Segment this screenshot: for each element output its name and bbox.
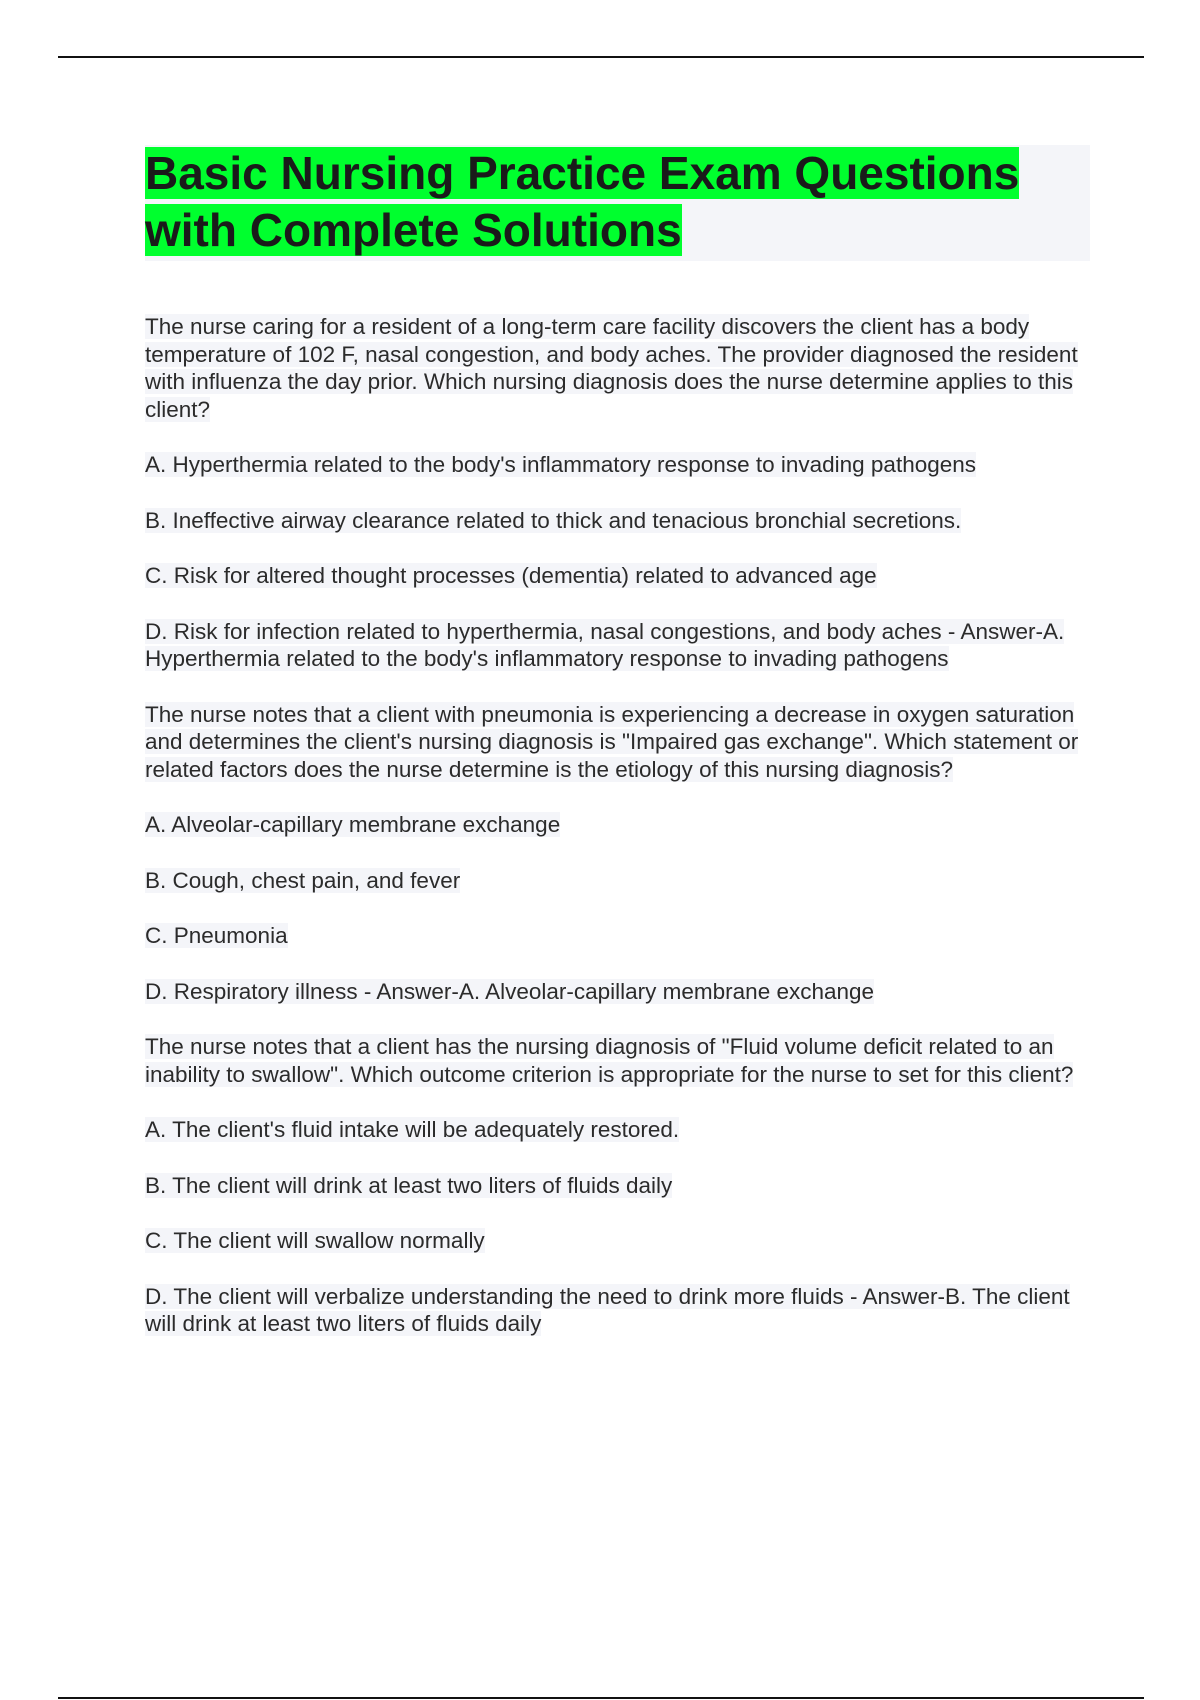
question-stem xyxy=(145,701,1090,784)
answer-option xyxy=(145,922,1090,950)
answer-option xyxy=(145,811,1090,839)
top-rule xyxy=(58,56,1144,58)
answer-option-text: B. Cough, chest pain, and fever xyxy=(145,867,461,893)
question-1 xyxy=(145,313,1090,673)
question-2 xyxy=(145,701,1090,1006)
answer-option xyxy=(145,1283,1090,1338)
answer-option-text: B. The client will drink at least two liters of fluids daily xyxy=(145,1172,673,1198)
answer-option xyxy=(145,978,1090,1006)
answer-option xyxy=(145,1116,1090,1144)
question-3 xyxy=(145,1033,1090,1338)
question-stem-text: The nurse notes that a client with pneumonia is experiencing a decrease in oxygen saturation and determines the client's nursing diagnosis is "Impaired gas exchange". Which statement or related factors does the nurse determine is the etiology of this nursing diagnosis? xyxy=(145,701,1079,782)
bottom-rule xyxy=(58,1697,1144,1699)
question-stem-text: The nurse caring for a resident of a long-term care facility discovers the client has a body temperature of 102 F, nasal congestion, and body aches. The provider diagnosed the resident with influenza the day prior. Which nursing diagnosis does the nurse determine applies to this client? xyxy=(145,314,1078,422)
answer-option-text: D. The client will verbalize understanding the need to drink more fluids - Answer-B. The client will drink at least two liters of fluids daily xyxy=(145,1283,1070,1336)
answer-option-text: A. The client's fluid intake will be adequately restored. xyxy=(145,1117,680,1142)
document-title-text: Basic Nursing Practice Exam Questions with Complete Solutions xyxy=(145,147,1020,256)
title-block xyxy=(145,145,1090,261)
answer-option xyxy=(145,507,1090,535)
question-stem-text: The nurse notes that a client has the nursing diagnosis of "Fluid volume deficit related to an inability to swallow". Which outcome criterion is appropriate for the nurse to set for this client? xyxy=(145,1034,1074,1087)
answer-option-text: C. Pneumonia xyxy=(145,923,288,948)
question-stem xyxy=(145,1033,1090,1088)
answer-option-text: D. Respiratory illness - Answer-A. Alveolar-capillary membrane exchange xyxy=(145,978,875,1004)
answer-option xyxy=(145,867,1090,895)
document-title xyxy=(145,145,1090,259)
answer-option-text: C. Risk for altered thought processes (dementia) related to advanced age xyxy=(145,563,877,588)
answer-option xyxy=(145,618,1090,673)
answer-option xyxy=(145,1227,1090,1255)
document-body xyxy=(145,145,1090,1366)
answer-option-text: A. Alveolar-capillary membrane exchange xyxy=(145,812,561,837)
question-stem xyxy=(145,313,1090,423)
answer-option-text: B. Ineffective airway clearance related to thick and tenacious bronchial secretions. xyxy=(145,507,962,533)
answer-option xyxy=(145,1172,1090,1200)
answer-option xyxy=(145,562,1090,590)
answer-option xyxy=(145,451,1090,479)
answer-option-text: D. Risk for infection related to hyperthermia, nasal congestions, and body aches - Answer-A. Hyperthermia related to the body's inflammatory response to invading pathogens xyxy=(145,618,1065,671)
answer-option-text: A. Hyperthermia related to the body's inflammatory response to invading pathogens xyxy=(145,452,977,477)
answer-option-text: C. The client will swallow normally xyxy=(145,1228,485,1253)
